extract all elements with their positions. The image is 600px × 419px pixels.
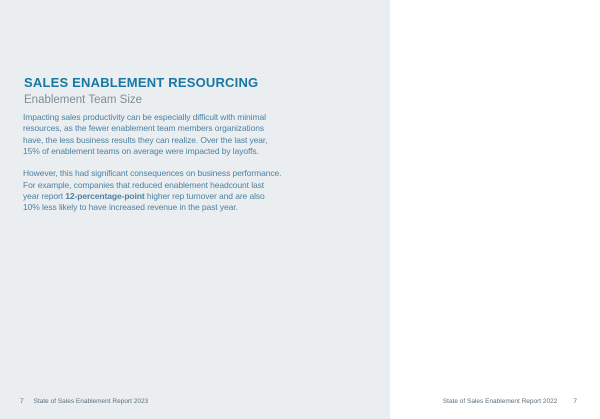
body-line-text: year report	[23, 191, 66, 202]
left-page-footer	[20, 398, 148, 406]
body-line: have, the less business results they can realize. Over the last year,	[23, 134, 268, 145]
body-line-text: higher rep turnover and are also	[144, 191, 265, 202]
body-line: 15% of enablement teams on average were impacted by layoffs.	[23, 145, 259, 156]
right-page-footer	[443, 398, 577, 406]
body-copy	[23, 112, 281, 225]
footer-label: State of Sales Enablement Report 2023	[33, 398, 149, 405]
page-title: SALES ENABLEMENT RESOURCING	[24, 75, 259, 90]
body-line	[23, 191, 281, 202]
body-paragraph-2	[23, 168, 281, 213]
report-page-2022	[390, 0, 600, 419]
page-subtitle: Enablement Team Size	[24, 94, 143, 106]
page-number: 7	[573, 398, 577, 405]
page-number: 7	[20, 398, 24, 405]
body-line: Impacting sales productivity can be especially difficult with minimal	[23, 112, 266, 122]
body-line: resources, as the fewer enablement team members organizations	[23, 123, 264, 134]
body-line: However, this had significant consequences on business performance.	[23, 168, 282, 179]
footer-label: State of Sales Enablement Report 2022	[442, 398, 558, 405]
body-line: 10% less likely to have increased revenue in the past year.	[23, 202, 238, 213]
body-paragraph-1	[23, 112, 281, 157]
body-line: For example, companies that reduced enablement headcount last	[23, 179, 265, 190]
bold-stat: 12-percentage-point	[65, 191, 145, 202]
